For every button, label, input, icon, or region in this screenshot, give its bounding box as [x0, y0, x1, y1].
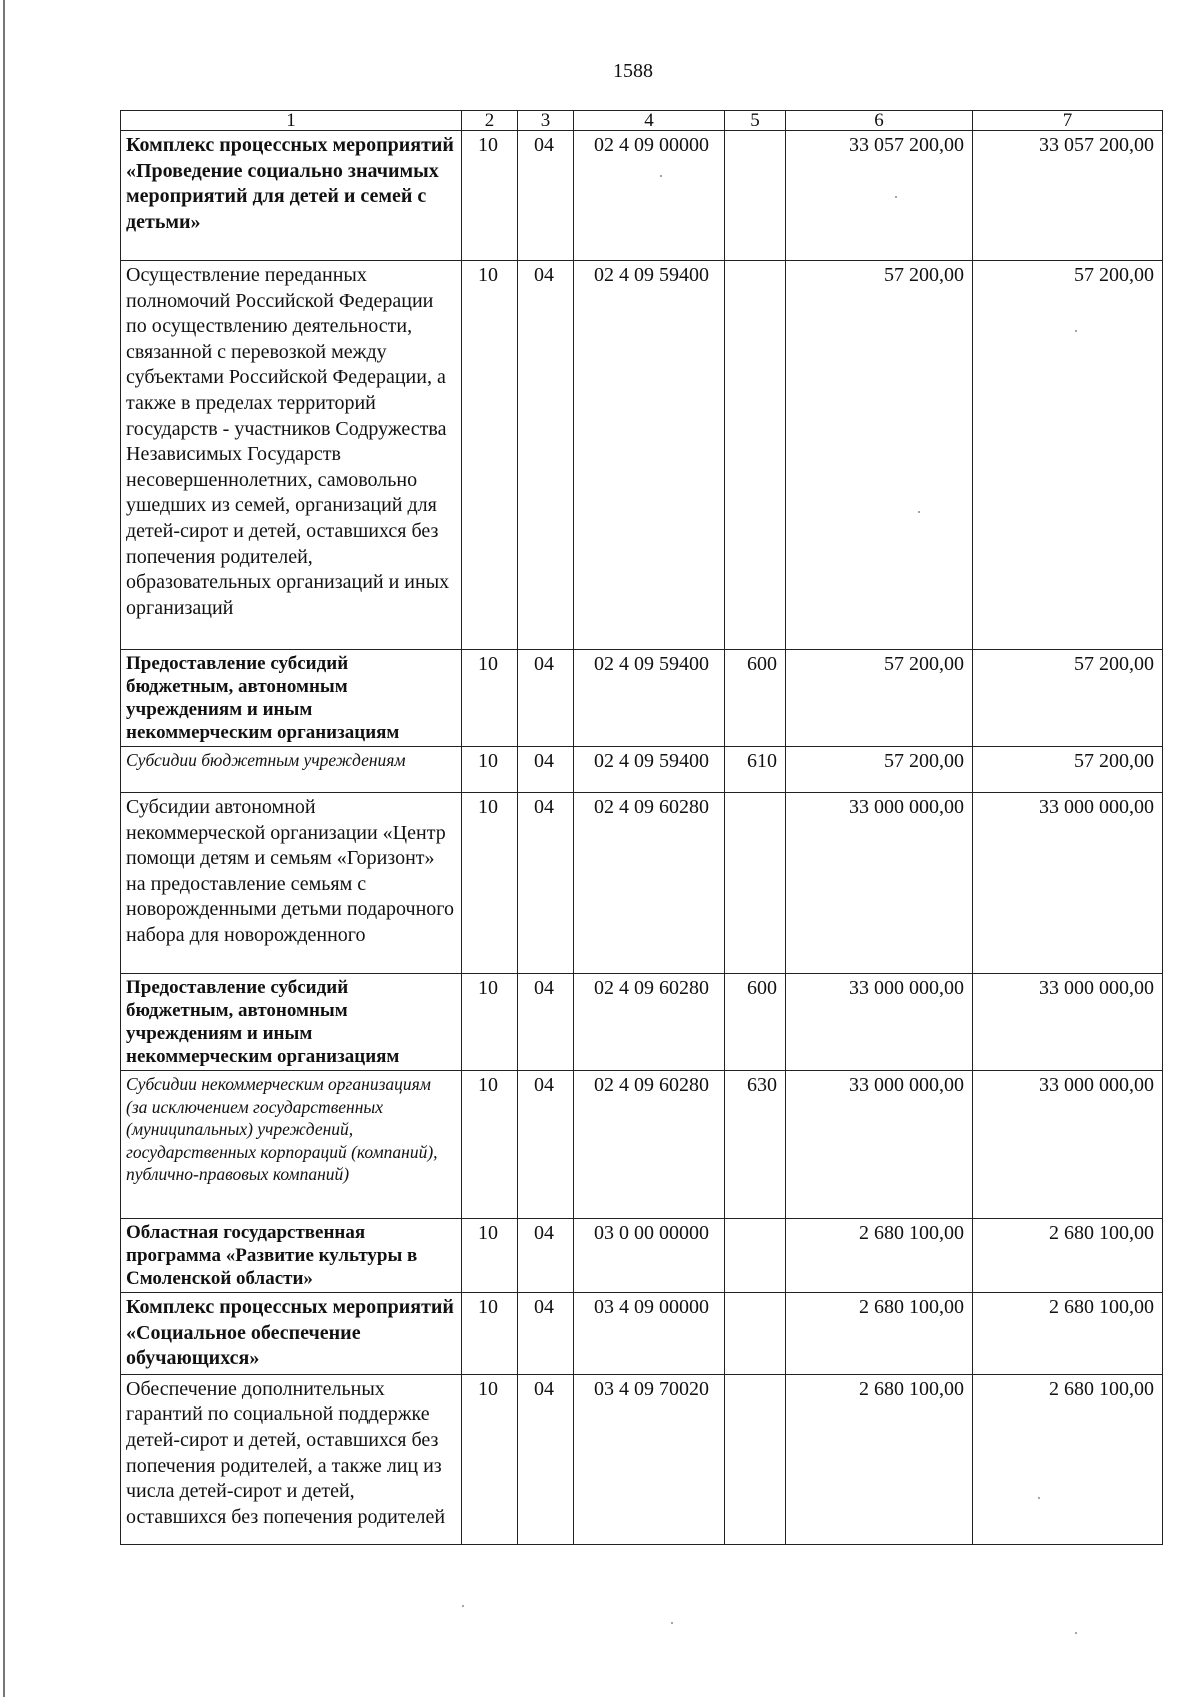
- expense-type-cell: [725, 793, 786, 974]
- header-cell: 6: [786, 111, 973, 131]
- amount-year2-cell: 2 680 100,00: [973, 1219, 1163, 1293]
- header-cell: 2: [462, 111, 518, 131]
- table-row: [121, 650, 1163, 747]
- section-cell: 10: [462, 131, 518, 261]
- expense-type-cell: [725, 261, 786, 650]
- expense-type-cell: [725, 1293, 786, 1375]
- section-cell: 10: [462, 793, 518, 974]
- section-cell: 10: [462, 747, 518, 793]
- table-row: [121, 1219, 1163, 1293]
- table-row: [121, 1374, 1163, 1544]
- row-name-cell: Областная государственная программа «Развитие культуры в Смоленской области»: [121, 1219, 462, 1293]
- expense-type-cell: [725, 131, 786, 261]
- header-cell: 3: [518, 111, 574, 131]
- subsection-cell: 04: [518, 131, 574, 261]
- header-cell: 1: [121, 111, 462, 131]
- scan-speck: [918, 511, 920, 513]
- section-cell: 10: [462, 974, 518, 1071]
- subsection-cell: 04: [518, 1374, 574, 1544]
- amount-year2-cell: 57 200,00: [973, 747, 1163, 793]
- header-cell: 5: [725, 111, 786, 131]
- table-row: [121, 793, 1163, 974]
- section-cell: 10: [462, 1071, 518, 1219]
- expense-type-cell: [725, 1219, 786, 1293]
- amount-year1-cell: 33 000 000,00: [786, 1071, 973, 1219]
- row-name-cell: Субсидии некоммерческим организациям (за исключением государственных (муниципальных) учреждений, государственных корпораций (компаний), публично-правовых компаний): [121, 1071, 462, 1219]
- scan-speck: [1075, 1632, 1077, 1634]
- header-row: [121, 111, 1163, 131]
- row-name-cell: Обеспечение дополнительных гарантий по социальной поддержке детей-сирот и детей, оставшихся без попечения родителей, а также лиц из числа детей-сирот и детей, оставшихся без попечения родителей: [121, 1374, 462, 1544]
- target-article-cell: 03 4 09 70020: [574, 1374, 725, 1544]
- table-row: [121, 747, 1163, 793]
- expense-type-cell: 600: [725, 650, 786, 747]
- amount-year2-cell: 33 000 000,00: [973, 974, 1163, 1071]
- section-cell: 10: [462, 1293, 518, 1375]
- expense-type-cell: 630: [725, 1071, 786, 1219]
- target-article-cell: 02 4 09 00000: [574, 131, 725, 261]
- section-cell: 10: [462, 1219, 518, 1293]
- page-number: 1588: [613, 60, 653, 82]
- target-article-cell: 03 0 00 00000: [574, 1219, 725, 1293]
- amount-year1-cell: 57 200,00: [786, 650, 973, 747]
- budget-table-body: [121, 111, 1163, 1545]
- row-name-cell: Осуществление переданных полномочий Российской Федерации по осуществлению деятельности, связанной с перевозкой между субъектами Российской Федерации, а также в пределах территорий государств - участников Содружества Независимых Государств несовершеннолетних, самовольно ушедших из семей, организаций для детей-сирот и детей, оставшихся без попечения родителей, образовательных организаций и иных организаций: [121, 261, 462, 650]
- row-name-cell: Комплекс процессных мероприятий «Проведение социально значимых мероприятий для детей и семей с детьми»: [121, 131, 462, 261]
- subsection-cell: 04: [518, 261, 574, 650]
- amount-year1-cell: 2 680 100,00: [786, 1374, 973, 1544]
- amount-year2-cell: 2 680 100,00: [973, 1374, 1163, 1544]
- amount-year1-cell: 33 000 000,00: [786, 974, 973, 1071]
- amount-year1-cell: 33 057 200,00: [786, 131, 973, 261]
- row-name-cell: Предоставление субсидий бюджетным, автономным учреждениям и иным некоммерческим организациям: [121, 974, 462, 1071]
- table-row: [121, 974, 1163, 1071]
- header-cell: 7: [973, 111, 1163, 131]
- target-article-cell: 03 4 09 00000: [574, 1293, 725, 1375]
- row-name-cell: Субсидии автономной некоммерческой организации «Центр помощи детям и семьям «Горизонт» на предоставление семьям с новорожденными детьми подарочного набора для новорожденного: [121, 793, 462, 974]
- target-article-cell: 02 4 09 59400: [574, 747, 725, 793]
- scan-speck: [1075, 330, 1077, 332]
- section-cell: 10: [462, 1374, 518, 1544]
- subsection-cell: 04: [518, 1219, 574, 1293]
- scan-speck: [671, 1622, 673, 1624]
- row-name-cell: Субсидии бюджетным учреждениям: [121, 747, 462, 793]
- amount-year2-cell: 57 200,00: [973, 261, 1163, 650]
- subsection-cell: 04: [518, 1071, 574, 1219]
- amount-year1-cell: 2 680 100,00: [786, 1219, 973, 1293]
- budget-table: [120, 110, 1163, 1545]
- scan-speck: [462, 1605, 464, 1607]
- expense-type-cell: [725, 1374, 786, 1544]
- amount-year2-cell: 2 680 100,00: [973, 1293, 1163, 1375]
- table-row: [121, 1293, 1163, 1375]
- amount-year1-cell: 57 200,00: [786, 747, 973, 793]
- target-article-cell: 02 4 09 60280: [574, 1071, 725, 1219]
- amount-year1-cell: 2 680 100,00: [786, 1293, 973, 1375]
- scan-speck: [660, 175, 662, 177]
- target-article-cell: 02 4 09 59400: [574, 650, 725, 747]
- amount-year2-cell: 33 000 000,00: [973, 1071, 1163, 1219]
- header-cell: 4: [574, 111, 725, 131]
- subsection-cell: 04: [518, 650, 574, 747]
- scan-speck: [895, 196, 897, 198]
- subsection-cell: 04: [518, 793, 574, 974]
- target-article-cell: 02 4 09 60280: [574, 793, 725, 974]
- amount-year2-cell: 33 000 000,00: [973, 793, 1163, 974]
- amount-year1-cell: 57 200,00: [786, 261, 973, 650]
- expense-type-cell: 600: [725, 974, 786, 1071]
- table-row: [121, 131, 1163, 261]
- section-cell: 10: [462, 650, 518, 747]
- amount-year2-cell: 57 200,00: [973, 650, 1163, 747]
- table-row: [121, 1071, 1163, 1219]
- section-cell: 10: [462, 261, 518, 650]
- scan-speck: [1038, 1497, 1040, 1499]
- row-name-cell: Предоставление субсидий бюджетным, автономным учреждениям и иным некоммерческим организациям: [121, 650, 462, 747]
- row-name-cell: Комплекс процессных мероприятий «Социальное обеспечение обучающихся»: [121, 1293, 462, 1375]
- amount-year2-cell: 33 057 200,00: [973, 131, 1163, 261]
- subsection-cell: 04: [518, 1293, 574, 1375]
- target-article-cell: 02 4 09 59400: [574, 261, 725, 650]
- amount-year1-cell: 33 000 000,00: [786, 793, 973, 974]
- subsection-cell: 04: [518, 747, 574, 793]
- scan-edge-line: [3, 0, 5, 1697]
- subsection-cell: 04: [518, 974, 574, 1071]
- table-row: [121, 261, 1163, 650]
- expense-type-cell: 610: [725, 747, 786, 793]
- target-article-cell: 02 4 09 60280: [574, 974, 725, 1071]
